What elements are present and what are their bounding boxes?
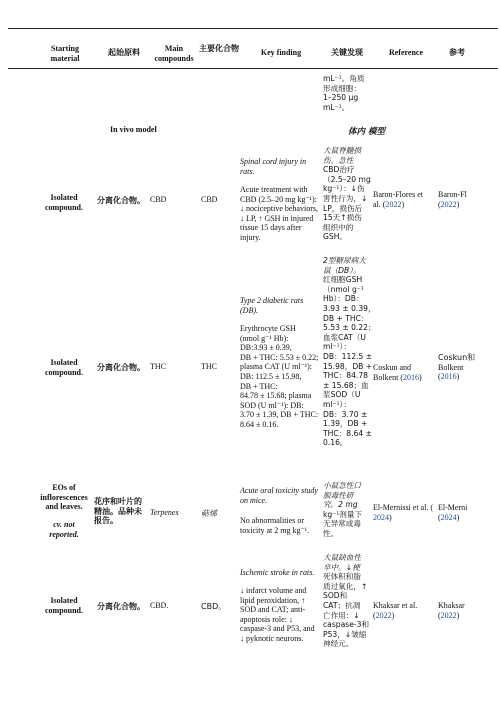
row4-finding-model: Ischemic stroke in rats. <box>240 568 315 577</box>
row3-reference: El-Mernissi et al. ( 2024) <box>373 503 433 522</box>
header-key-finding: Key finding <box>260 48 302 57</box>
section-heading-in-vivo: In vivo model <box>110 125 157 134</box>
row2-reference: Coskun and Bolkent (2016) <box>373 363 422 382</box>
row2-finding-zh: 2型糖尿病大 鼠（DB）。 红细胞GSH （nmol g⁻¹ Hb）：DB： 3.93 ± 0.39， DB + THC： 5.53 ± 0.22； 血浆CAT（U ml⁻¹）： DB：112.5 ± 15.98，DB + THC：84.78 ± 15.68；血 浆SOD（U ml⁻¹）： DB：3.70 ± 1.39，DB + THC：8.64 ± 0.16。 <box>323 256 376 448</box>
header-top-rule <box>8 28 498 29</box>
row2-ref-link[interactable]: 2016 <box>403 372 419 382</box>
row4-finding: ↓ infarct volume and lipid peroxidation, ↑ SOD and CAT; anti- apoptosis role: ↓ caspase-3 and P53, and ↓ pyknotic neurons. <box>240 586 315 643</box>
row4-reference-zh: Khaksar (2022) <box>438 601 465 620</box>
header-reference: Reference <box>388 48 424 57</box>
row1-material-zh: 分离化合物。 <box>97 196 145 205</box>
row2-compound: THC <box>150 362 166 371</box>
row4-finding-zh: 大鼠缺血性 卒中。↓梗 死体积和脂 质过氧化，↑ SOD和 CAT；抗凋 亡作用：↓ caspase-3和 P53，↓皱缩 神经元。 <box>323 553 370 649</box>
section-heading-in-vivo-zh: 体内 模型 <box>348 127 385 137</box>
row3-ref-link[interactable]: 2024 <box>373 512 389 522</box>
row1-compound-zh: CBD <box>201 195 218 204</box>
row2-compound-zh: THC <box>201 362 217 371</box>
header-bottom-rule <box>8 68 498 69</box>
row4-compound-zh: CBD。 <box>201 602 227 611</box>
row2-reference-zh: Coskun和 Bolkent (2016) <box>438 353 476 382</box>
row3-finding-zh: 小鼠急性口 服毒性研 究。2 mg kg⁻¹剂量下 无异常或毒 性。 <box>323 481 363 538</box>
header-main-compounds: Main compounds <box>154 44 194 63</box>
header-starting-material-zh: 起始原料 <box>108 48 140 57</box>
row2-material-zh: 分离化合物。 <box>97 363 145 372</box>
row1-reference-zh: Baron-Fl (2022) <box>438 190 467 209</box>
row4-material-zh: 分离化合物。 <box>97 602 145 611</box>
row3-reference-zh: El-Merni (2024) <box>438 503 468 522</box>
row3-compound: Terpenes <box>150 508 179 517</box>
row4-ref-link[interactable]: 2022 <box>375 610 392 620</box>
row4-material: Isolated compound. <box>44 596 83 615</box>
row3-compound-zh: 萜烯 <box>201 509 217 518</box>
row1-finding-model: Spinal cord injury in rats. <box>240 157 307 176</box>
row3-material: EOs of inflorescences and leaves. <box>40 483 88 511</box>
row2-finding: Erythrocyte GSH (nmol g⁻¹ Hb): DB:3.93 ± 0.39, DB + THC: 5.53 ± 0.22; plasma CAT (U ml⁻¹): DB: 112.5 ± 15.98, DB + THC: 84.78 ± 15.68; plasma SOD (U ml⁻¹): DB: 3.70 ± 1.39, DB + THC: 8.64 ± 0.16. <box>240 324 319 429</box>
row4-ref-zh-link[interactable]: 2022 <box>440 610 457 620</box>
row3-finding: No abnormalities or toxicity at 2 mg kg⁻¹. <box>240 516 310 535</box>
row2-material: Isolated compound. <box>44 358 83 377</box>
row3-finding-model: Acute oral toxicity study on mice. <box>240 486 318 505</box>
header-key-finding-zh: 关键发现 <box>331 48 363 57</box>
row1-ref-zh-link[interactable]: 2022 <box>440 199 457 209</box>
row1-reference: Baron-Flores et al. (2022) <box>373 190 423 209</box>
row1-ref-link[interactable]: 2022 <box>385 199 402 209</box>
row1-compound: CBD <box>150 195 167 204</box>
row3-material-zh: 花序和叶片的 精油。品种未 报告。 <box>94 497 142 526</box>
row2-finding-model: Type 2 diabetic rats (DB). <box>240 296 304 315</box>
row4-compound: CBD. <box>150 601 169 610</box>
row3-material-note: cv. not reported. <box>49 520 79 539</box>
header-reference-zh: 参考 <box>449 48 465 57</box>
row1-finding-zh: 大鼠脊髓损 伤。急性 CBD治疗 （2.5–20 mg kg⁻¹）：↓伤 害性行为，↓ LP，损伤后 15天↑损伤 组织中的 GSH。 <box>323 146 371 242</box>
row1-material: Isolated compound. <box>44 193 83 212</box>
header-starting-material: Starting material <box>50 44 80 63</box>
row2-ref-zh-link[interactable]: 2016 <box>440 372 457 382</box>
row3-ref-zh-link[interactable]: 2024 <box>440 512 457 522</box>
header-main-compounds-zh: 主要化合物 <box>199 44 239 53</box>
row1-finding: Acute treatment with CBD (2.5–20 mg kg⁻¹): ↓ nociceptive behaviors, ↓ LP, ↑ GSH in injured tissue 15 days after injury. <box>240 185 318 242</box>
continued-finding-fragment: mL⁻¹。角质 形成细胞： 1–250 μg mL⁻¹。 <box>323 74 365 112</box>
row4-reference: Khaksar et al. (2022) <box>373 601 418 620</box>
